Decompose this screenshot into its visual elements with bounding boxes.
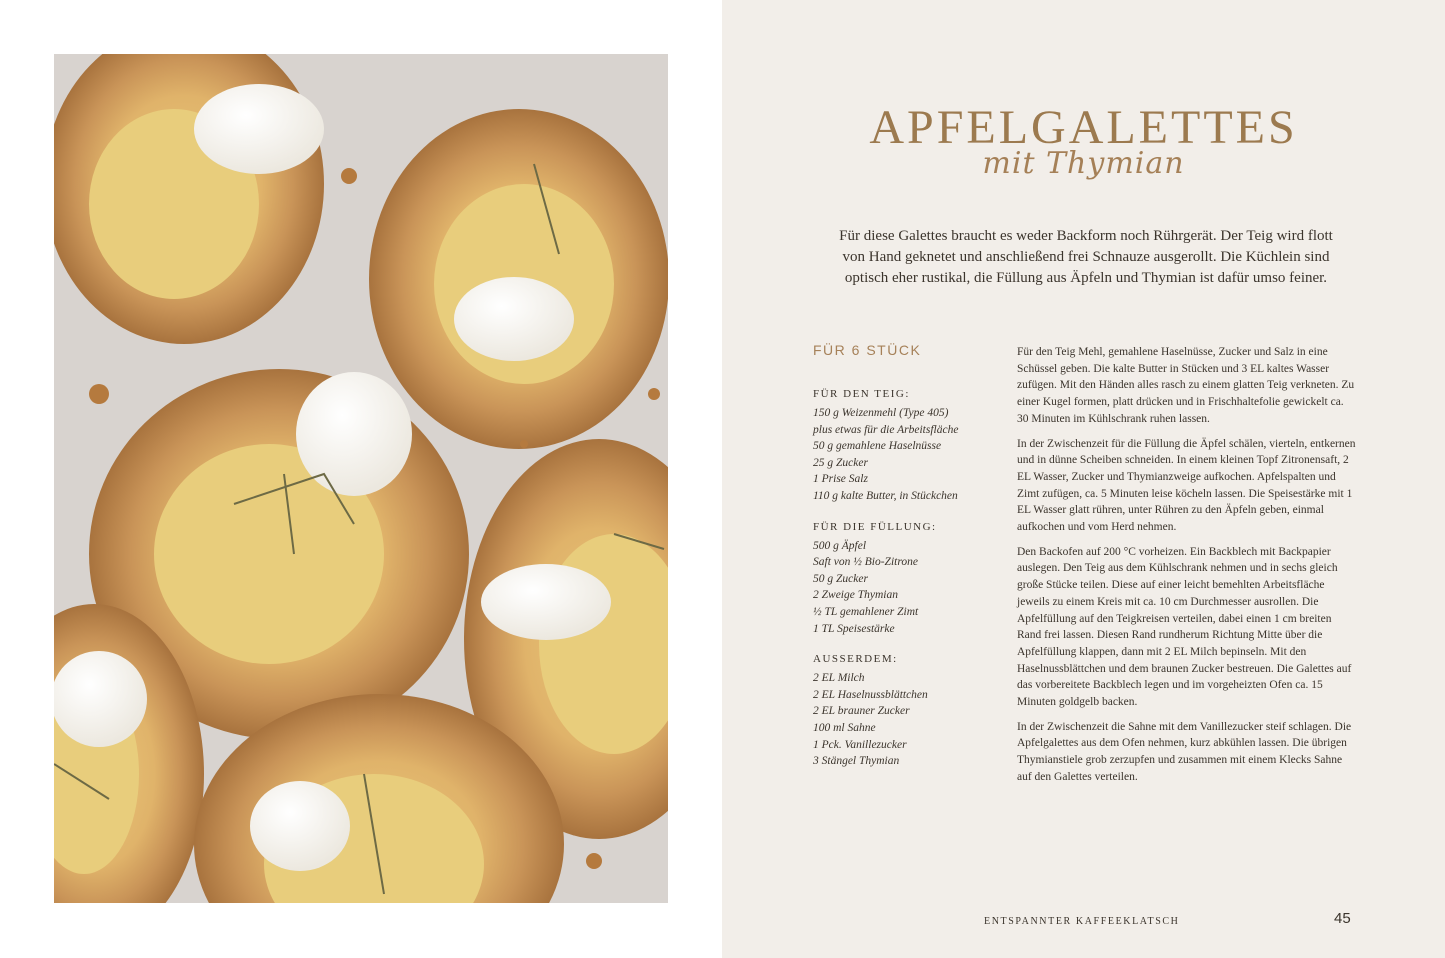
left-page — [0, 0, 722, 958]
ingredient-group-heading: AUSSERDEM: — [813, 653, 898, 666]
running-footer: ENTSPANNTER KAFFEEKLATSCH — [984, 916, 1180, 927]
ingredient-item: Saft von ½ Bio-Zitrone — [813, 556, 918, 569]
ingredient-group-heading: FÜR DIE FÜLLUNG: — [813, 520, 937, 533]
ingredient-item: 2 Zweige Thymian — [813, 589, 898, 602]
ingredient-item: 50 g gemahlene Haselnüsse — [813, 440, 942, 453]
ingredient-item: 1 Pck. Vanillezucker — [813, 738, 907, 751]
page-number: 45 — [1334, 910, 1351, 927]
method-paragraph: In der Zwischenzeit für die Füllung die Äpfel schälen, vierteln, entkernen und in dünne Scheiben schneiden. In einem kleinen Topf Zitronensaft, 2 EL Wasser, Zucker und Thymianzweige aufkochen. Apfelspalten und Zimt zufügen, ca. 5 Minuten leise köcheln lassen. Die Speisestärke mit 1 EL Wasser glatt rühren, unter Rühren zu den Äpfeln geben, einmal aufkochen und vom Herd nehmen. — [1017, 437, 1356, 534]
ingredient-item: 2 EL Milch — [813, 672, 865, 685]
ingredient-item: 2 EL Haselnussblättchen — [813, 688, 928, 701]
ingredient-item: 50 g Zucker — [813, 572, 868, 585]
ingredient-item: 1 TL Speisestärke — [813, 622, 895, 635]
ingredient-group — [813, 651, 1003, 770]
recipe-intro: Für diese Galettes braucht es weder Backform noch Rührgerät. Der Teig wird flott von Hand geknetet und anschließend frei Schnauze ausgerollt. Die Küchlein sind optisch eher rustikal, die Füllung aus Äpfeln und Thymian ist dafür umso feiner. — [839, 228, 1333, 286]
method-paragraph: Für den Teig Mehl, gemahlene Haselnüsse, Zucker und Salz in eine Schüssel geben. Die kalte Butter in Stücken und 3 EL kaltes Wasser zufügen. Mit den Händen alles rasch zu einem glatten Teig verkneten. Zu einer Kugel formen, platt drücken und in Frischhaltefolie gewickelt ca. 30 Minuten im Kühlschrank ruhen lassen. — [1017, 346, 1355, 425]
ingredients-list — [813, 386, 1003, 784]
ingredient-item: 2 EL brauner Zucker — [813, 705, 910, 718]
recipe-subtitle: mit Thymian — [982, 146, 1185, 181]
right-page — [722, 0, 1445, 958]
galettes-photo — [54, 54, 668, 903]
ingredient-item: plus etwas für die Arbeitsfläche — [813, 423, 959, 436]
ingredient-item: 500 g Äpfel — [813, 539, 867, 552]
ingredient-group — [813, 386, 1003, 505]
ingredient-group-heading: FÜR DEN TEIG: — [813, 388, 910, 400]
ingredient-item: 25 g Zucker — [813, 456, 868, 469]
recipe-yield: FÜR 6 STÜCK — [813, 342, 922, 358]
method-paragraph: In der Zwischenzeit die Sahne mit dem Vanillezucker steif schlagen. Die Apfelgalettes aus dem Ofen nehmen, kurz abkühlen lassen. Die übrigen Thymianstiele grob zerzupfen und zusammen mit einem Klecks Sahne auf den Galettes verteilen. — [1017, 720, 1352, 783]
recipe-title: APFELGALETTES — [869, 101, 1298, 154]
method-paragraph: Den Backofen auf 200 °C vorheizen. Ein Backblech mit Backpapier auslegen. Den Teig aus dem Kühlschrank nehmen und in sechs gleich große Stücke teilen. Diese auf einer leicht bemehlten Arbeitsfläche jeweils zu einem Kreis mit ca. 10 cm Durchmesser ausrollen. Die Apfelfüllung auf den Teigkreisen verteilen, dabei einen 1 cm breiten Rand frei lassen. Diesen Rand rundherum Richtung Mitte über die Apfelfüllung klappen, dann mit 2 EL Milch bepinseln. Mit den Haselnussblättchen und dem braunen Zucker bestreuen. Die Galettes auf das vorbereitete Backblech legen und im vorgeheizten Ofen ca. 15 Minuten goldgelb backen. — [1017, 545, 1352, 709]
ingredient-item: 100 ml Sahne — [813, 721, 876, 734]
galette — [369, 109, 668, 449]
ingredient-item: 110 g kalte Butter, in Stückchen — [813, 489, 958, 502]
ingredient-item: 1 Prise Salz — [813, 473, 868, 486]
ingredient-item: 150 g Weizenmehl (Type 405) — [813, 407, 949, 419]
ingredient-group — [813, 519, 1003, 638]
ingredient-item: 3 Stängel Thymian — [813, 755, 900, 768]
method-steps — [1017, 344, 1357, 794]
ingredient-item: ½ TL gemahlener Zimt — [813, 605, 919, 618]
